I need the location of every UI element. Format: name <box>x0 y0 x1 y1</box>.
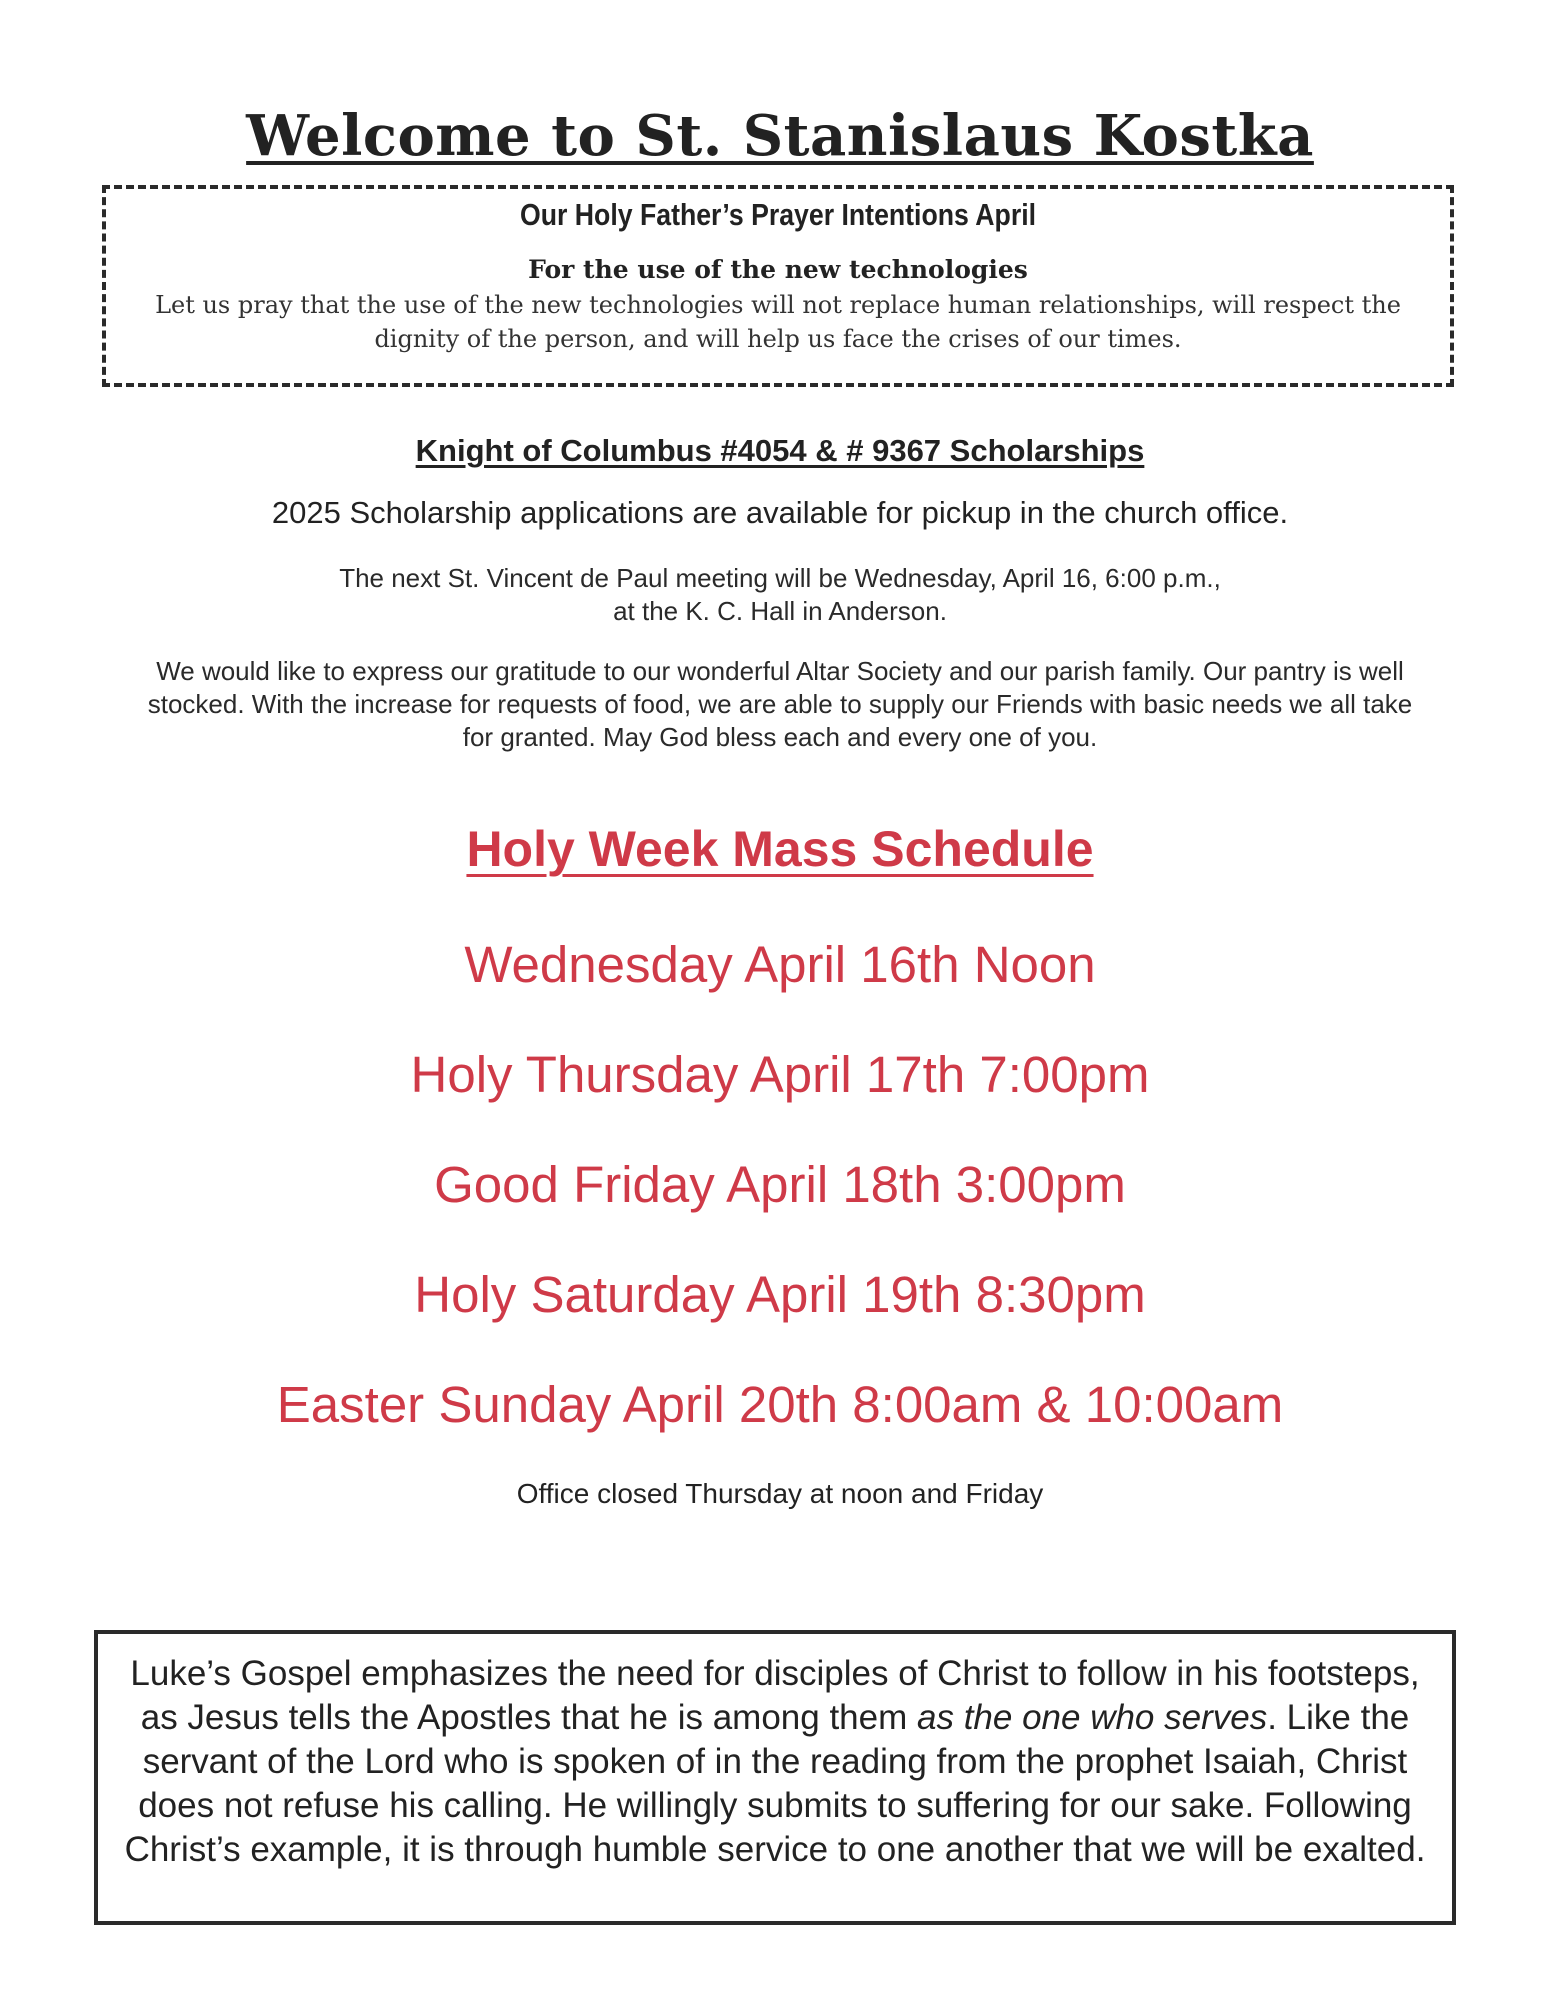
gospel-text-italic: as the one who serves <box>917 1698 1268 1737</box>
mass-item-wednesday: Wednesday April 16th Noon <box>464 936 1096 993</box>
gospel-text-after: . Like the servant of the Lord who is spoken of in the reading from the prophet Isaiah, Christ does not refuse his calling. He willingly submits to suffering for our sake. Following Christ’s example, it is through humble service to one another that we will be exalted. <box>124 1698 1426 1869</box>
prayer-intentions-text: Let us pray that the use of the new technologies will not replace human relationships, will respect the dignity of the person, and will help us face the crises of our times. <box>155 291 1401 353</box>
mass-item-good-friday: Good Friday April 18th 3:00pm <box>434 1156 1126 1213</box>
office-closed-note: Office closed Thursday at noon and Friday <box>516 1478 1044 1509</box>
prayer-intentions-heading: Our Holy Father’s Prayer Intentions April <box>519 197 1037 232</box>
prayer-intentions-subheading: For the use of the new technologies <box>528 255 1028 284</box>
mass-item-holy-saturday: Holy Saturday April 19th 8:30pm <box>414 1266 1146 1323</box>
mass-schedule-heading: Holy Week Mass Schedule <box>466 821 1094 877</box>
gospel-reflection-box <box>94 1630 1456 1925</box>
mass-item-easter-sunday: Easter Sunday April 20th 8:00am & 10:00am <box>276 1376 1284 1433</box>
page-title: Welcome to St. Stanislaus Kostka <box>246 103 1314 169</box>
kc-scholarships-heading: Knight of Columbus #4054 & # 9367 Scholarships <box>415 433 1145 468</box>
prayer-intentions-box <box>102 185 1454 387</box>
kc-scholarships-text: 2025 Scholarship applications are available for pickup in the church office. <box>271 495 1289 530</box>
gospel-text-before: Luke’s Gospel emphasizes the need for disciples of Christ to follow in his footsteps, as Jesus tells the Apostles that he is among them <box>130 1654 1420 1737</box>
svdp-line-1: The next St. Vincent de Paul meeting will be Wednesday, April 16, 6:00 p.m., <box>339 563 1221 593</box>
gratitude-notice: We would like to express our gratitude to our wonderful Altar Society and our parish family. Our pantry is well stocked. With the increase for requests of food, we are able to supply our Friends with basic needs we all take for granted. May God bless each and every one of you. <box>147 656 1413 752</box>
svdp-meeting-notice <box>230 562 1330 628</box>
mass-item-holy-thursday: Holy Thursday April 17th 7:00pm <box>410 1046 1150 1103</box>
svdp-line-2: at the K. C. Hall in Anderson. <box>613 596 947 626</box>
